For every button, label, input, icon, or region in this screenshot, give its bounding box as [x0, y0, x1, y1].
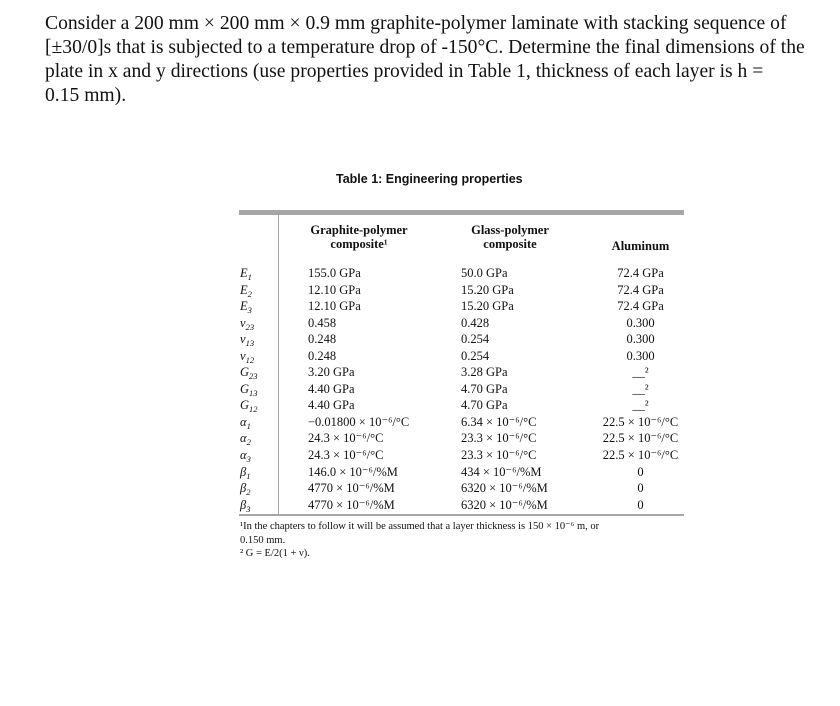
- aluminum-value: 72.4 GPa: [617, 282, 664, 297]
- aluminum-value: __²: [632, 381, 649, 396]
- glass-polymer-value: 15.20 GPa: [461, 282, 514, 297]
- graphite-polymer-value: 0.248: [308, 332, 337, 347]
- footnote-1: ¹In the chapters to follow it will be assumed that a layer thickness is 150 × 10⁻⁶ m, or: [240, 521, 600, 532]
- glass-polymer-value: 3.28 GPa: [461, 365, 508, 380]
- problem-line: plate in x and y directions (use properties provided in Table 1, thickness of each layer is h =: [45, 61, 764, 82]
- graphite-polymer-value: 4.40 GPa: [308, 398, 355, 413]
- table-column-rule: [278, 215, 279, 514]
- glass-polymer-value: 6320 × 10⁻⁶/%M: [461, 497, 548, 512]
- header-graphite-polymer: Graphite-polymer composite¹: [310, 223, 408, 251]
- header-glass-polymer: Glass-polymer composite: [471, 223, 549, 251]
- property-symbol: $\alpha_3$: [240, 448, 251, 465]
- property-symbol: $G_{12}$: [240, 398, 258, 415]
- table-bottom-rule: [239, 514, 684, 516]
- problem-line: 0.15 mm).: [45, 85, 127, 106]
- property-symbol: $\nu_{12}$: [240, 348, 255, 365]
- property-symbol: $\nu_{13}$: [240, 332, 255, 349]
- aluminum-value: 22.5 × 10⁻⁶/°C: [602, 448, 679, 463]
- graphite-polymer-value: 12.10 GPa: [308, 282, 361, 297]
- aluminum-value: 0.300: [626, 348, 655, 363]
- glass-polymer-value: 15.20 GPa: [461, 299, 514, 314]
- aluminum-value: 0: [637, 497, 644, 512]
- table-footnotes: [240, 520, 685, 561]
- property-symbol: $E_1$: [240, 266, 252, 282]
- glass-polymer-value: 6.34 × 10⁻⁶/°C: [461, 414, 537, 429]
- property-symbol: $\beta_3$: [240, 497, 251, 514]
- property-symbol: $\beta_2$: [240, 481, 251, 498]
- glass-polymer-value: 0.254: [461, 348, 490, 363]
- aluminum-value: 72.4 GPa: [617, 299, 664, 314]
- aluminum-value: 22.5 × 10⁻⁶/°C: [602, 414, 679, 429]
- problem-statement: [45, 12, 829, 108]
- aluminum-value: 0.300: [626, 315, 655, 330]
- property-symbol: $E_3$: [240, 299, 252, 316]
- graphite-polymer-value: 12.10 GPa: [308, 299, 361, 314]
- graphite-polymer-value: 24.3 × 10⁻⁶/°C: [308, 431, 384, 446]
- glass-polymer-value: 6320 × 10⁻⁶/%M: [461, 481, 548, 496]
- symbol-column: [240, 265, 270, 513]
- property-symbol: $\beta_1$: [240, 464, 251, 481]
- aluminum-value: 72.4 GPa: [617, 266, 664, 280]
- graphite-polymer-value: 4.40 GPa: [308, 381, 355, 396]
- graphite-polymer-value: 24.3 × 10⁻⁶/°C: [308, 448, 384, 463]
- property-symbol: $\alpha_2$: [240, 431, 251, 448]
- aluminum-value: 0.300: [626, 332, 655, 347]
- aluminum-value: __²: [632, 398, 649, 413]
- footnote-2: ² G = E/2(1 + ν).: [240, 548, 310, 559]
- property-symbol: $E_2$: [240, 282, 252, 299]
- property-symbol: $G_{13}$: [240, 381, 258, 398]
- glass-polymer-value: 0.428: [461, 315, 490, 330]
- graphite-polymer-value: −0.01800 × 10⁻⁶/°C: [308, 414, 410, 429]
- table-top-rule: [239, 210, 684, 215]
- aluminum-value: 0: [637, 481, 644, 496]
- glass-polymer-value: 23.3 × 10⁻⁶/°C: [461, 431, 537, 446]
- graphite-polymer-value: 4770 × 10⁻⁶/%M: [308, 497, 395, 512]
- graphite-polymer-value: 3.20 GPa: [308, 365, 355, 380]
- aluminum-column: [598, 265, 683, 513]
- property-symbol: $\alpha_1$: [240, 414, 251, 431]
- graphite-polymer-value: 146.0 × 10⁻⁶/%M: [308, 464, 398, 479]
- problem-line: Consider a 200 mm × 200 mm × 0.9 mm graphite-polymer laminate with stacking sequence of: [45, 13, 787, 34]
- graphite-polymer-value: 155.0 GPa: [308, 266, 361, 280]
- aluminum-value: 22.5 × 10⁻⁶/°C: [602, 431, 679, 446]
- graphite-polymer-value: 0.248: [308, 348, 337, 363]
- glass-polymer-value: 434 × 10⁻⁶/%M: [461, 464, 542, 479]
- header-aluminum: Aluminum: [611, 239, 670, 253]
- graphite-polymer-column: [308, 265, 458, 513]
- glass-polymer-value: 4.70 GPa: [461, 381, 508, 396]
- property-symbol: $G_{23}$: [240, 365, 258, 382]
- graphite-polymer-value: 4770 × 10⁻⁶/%M: [308, 481, 395, 496]
- glass-polymer-value: 23.3 × 10⁻⁶/°C: [461, 448, 537, 463]
- glass-polymer-value: 4.70 GPa: [461, 398, 508, 413]
- glass-polymer-column: [461, 265, 596, 513]
- table-caption: Table 1: Engineering properties: [336, 172, 523, 186]
- footnote-1-cont: 0.150 mm.: [240, 534, 286, 546]
- property-symbol: $\nu_{23}$: [240, 315, 255, 332]
- aluminum-value: __²: [632, 365, 649, 380]
- aluminum-value: 0: [637, 464, 644, 479]
- problem-line: [±30/0]s that is subjected to a temperature drop of -150°C. Determine the final dimensions of the: [45, 37, 805, 58]
- glass-polymer-value: 0.254: [461, 332, 490, 347]
- glass-polymer-value: 50.0 GPa: [461, 266, 508, 280]
- graphite-polymer-value: 0.458: [308, 315, 337, 330]
